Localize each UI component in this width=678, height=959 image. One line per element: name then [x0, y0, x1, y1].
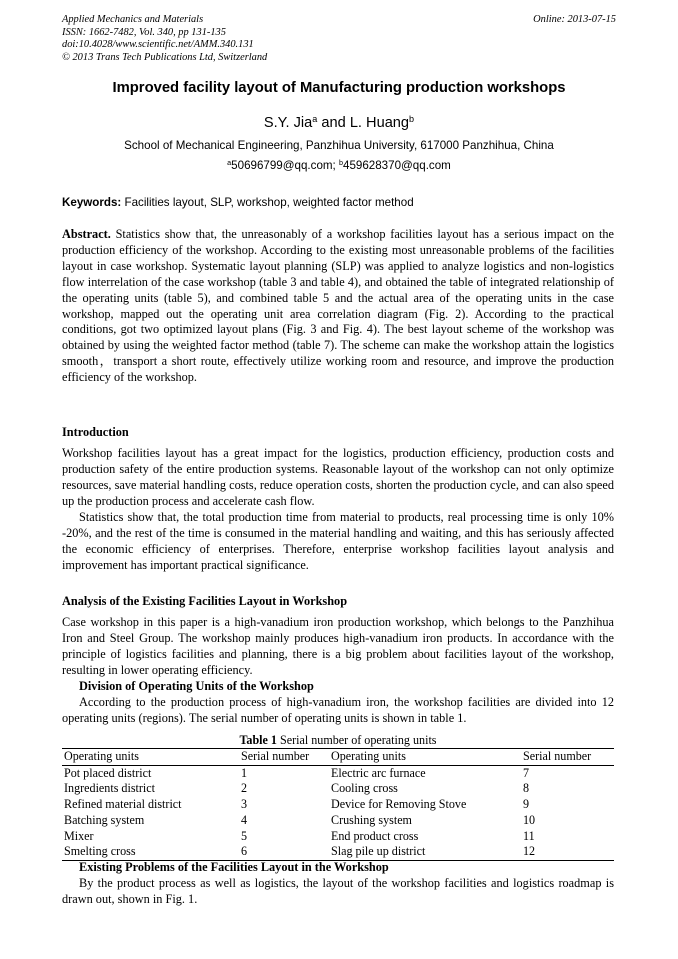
table-cell: 7 [523, 765, 530, 780]
division-subheading: Division of Operating Units of the Workshop [79, 679, 314, 693]
analysis-heading: Analysis of the Existing Facilities Layout in Workshop [62, 594, 348, 608]
author-2-mark: b [409, 114, 415, 125]
table-cell: Slag pile up district [329, 844, 521, 860]
table-header-cell: Serial number [521, 749, 614, 766]
table-1-caption [62, 733, 614, 748]
analysis-paragraph-1: Case workshop in this paper is a high-vanadium iron production workshop, which belongs to the Panzhihua Iron and Steel Group. The workshop mainly produces high-vanadium iron products. In accordance with the principle of logistics facilities and planning, there is a big problem about facilities layout of the workshop, resulting in lower operating efficiency. [62, 615, 614, 677]
doi-line: doi:10.4028/www.scientific.net/AMM.340.131 [62, 39, 254, 51]
table-cell: 3 [241, 797, 248, 812]
table-cell: Refined material district [64, 797, 182, 812]
analysis-paragraph-2: According to the production process of high-vanadium iron, the workshop facilities are divided into 12 operating units (regions). The serial number of operating units is shown in table 1. [62, 695, 614, 725]
author-conjunction: and [317, 115, 350, 131]
copyright-line: © 2013 Trans Tech Publications Ltd, Switzerland [62, 51, 268, 63]
table-header-cell: Operating units [62, 749, 239, 766]
email-a-mark: a [227, 158, 232, 168]
table-cell: Batching system [64, 812, 145, 827]
abstract [62, 227, 614, 386]
table-cell: Ingredients district [64, 781, 156, 796]
author-line [40, 115, 638, 131]
keywords-text: Facilities layout, SLP, workshop, weighted factor method [121, 196, 414, 209]
author-1-mark: a [312, 114, 318, 125]
table-cell: Electric arc furnace [331, 765, 426, 780]
journal-header [62, 14, 616, 64]
introduction-paragraph-2: Statistics show that, the total production time from material to products, real processing time is only 10% -20%, and the rest of the time is consumed in the material handling and waiting, and this has seriously affected the economic efficiency of enterprises. Therefore, enterprise workshop facilities layout analysis and improvement has important practical significance. [62, 510, 614, 572]
table-row [62, 797, 614, 813]
table-cell: 1 [241, 765, 248, 780]
email-a: 50696799@qq.com; [231, 159, 339, 172]
paper-title: Improved facility layout of Manufacturing production workshops [112, 80, 566, 96]
table-1-caption-text: Serial number of operating units [276, 733, 437, 747]
author-2: L. Huang [349, 115, 410, 131]
table-1-label: Table 1 [239, 733, 277, 747]
table-cell: Mixer [64, 828, 94, 843]
existing-problems-subheading: Existing Problems of the Facilities Layout in the Workshop [79, 860, 389, 874]
table-row [62, 765, 614, 781]
table-cell: Pot placed district [64, 765, 152, 780]
introduction-heading: Introduction [62, 425, 129, 439]
table-cell: 5 [241, 828, 248, 843]
email-b: 459628370@qq.com [343, 159, 451, 172]
keywords [62, 196, 618, 209]
table-cell: 10 [523, 812, 536, 827]
table-row [62, 829, 614, 845]
table-cell: 4 [241, 812, 248, 827]
keywords-label: Keywords: [62, 196, 122, 209]
table-cell: 8 [523, 781, 530, 796]
affiliation: School of Mechanical Engineering, Panzhihua University, 617000 Panzhihua, China [124, 139, 554, 152]
analysis-paragraph-3: By the product process as well as logistics, the layout of the workshop facilities and logistics roadmap is drawn out, shown in Fig. 1. [62, 876, 614, 906]
abstract-label: Abstract. [62, 227, 111, 241]
journal-name: Applied Mechanics and Materials [62, 14, 204, 25]
table-cell: 9 [523, 797, 530, 812]
table-cell: 11 [523, 828, 535, 843]
introduction-paragraph-1: Workshop facilities layout has a great impact for the logistics, production efficiency, production costs and production safety of the entire production systems. Reasonable layout of the workshop can not only optimize resources, save material handling costs, reduce operation costs, shorten the production cycle, and can also speed up the production process and accelerate cash flow. [62, 446, 614, 508]
table-cell: Crushing system [331, 812, 412, 827]
table-header-cell: Operating units [329, 749, 521, 766]
email-b-mark: b [339, 158, 343, 168]
table-cell: 12 [521, 844, 614, 860]
email-line [40, 159, 638, 172]
table-header-row [62, 749, 614, 766]
table-row [62, 844, 614, 860]
table-cell: 6 [239, 844, 329, 860]
online-date: Online: 2013-07-15 [533, 14, 616, 25]
table-row [62, 813, 614, 829]
table-cell: Device for Removing Stove [331, 797, 467, 812]
abstract-text: Statistics show that, the unreasonably of a workshop facilities layout has a serious impact on the production efficiency of the workshop. According to the existing most unreasonable problems of the facilities layout in case workshop. Systematic layout planning (SLP) was applied to analyze logistics and non-logistics flow interrelation of the case workshop (table 3 and table 4), and obtained the table of integrated relationship of the operating units (table 5), and combined table 5 and the actual area of the operating units in the case workshop, mapped out the operating unit area correlation diagram (Fig. 2). According to the practical conditions, got two optimized layout plans (Fig. 3 and Fig. 4). The best layout scheme of the workshop was obtained by using the weighted factor method (table 7). The scheme can make the workshop attain the logistics smooth，transport a short route, effectively utilize working room and resource, and improve the production efficiency of the workshop. [62, 227, 614, 385]
table-1 [62, 748, 614, 861]
table-cell: Smelting cross [62, 844, 239, 860]
table-cell: 2 [241, 781, 248, 796]
table-cell: End product cross [331, 828, 419, 843]
issn-line: ISSN: 1662-7482, Vol. 340, pp 131-135 [62, 26, 226, 38]
table-header-cell: Serial number [239, 749, 329, 766]
author-1: S.Y. Jia [263, 115, 313, 131]
table-row [62, 781, 614, 797]
table-cell: Cooling cross [331, 781, 398, 796]
